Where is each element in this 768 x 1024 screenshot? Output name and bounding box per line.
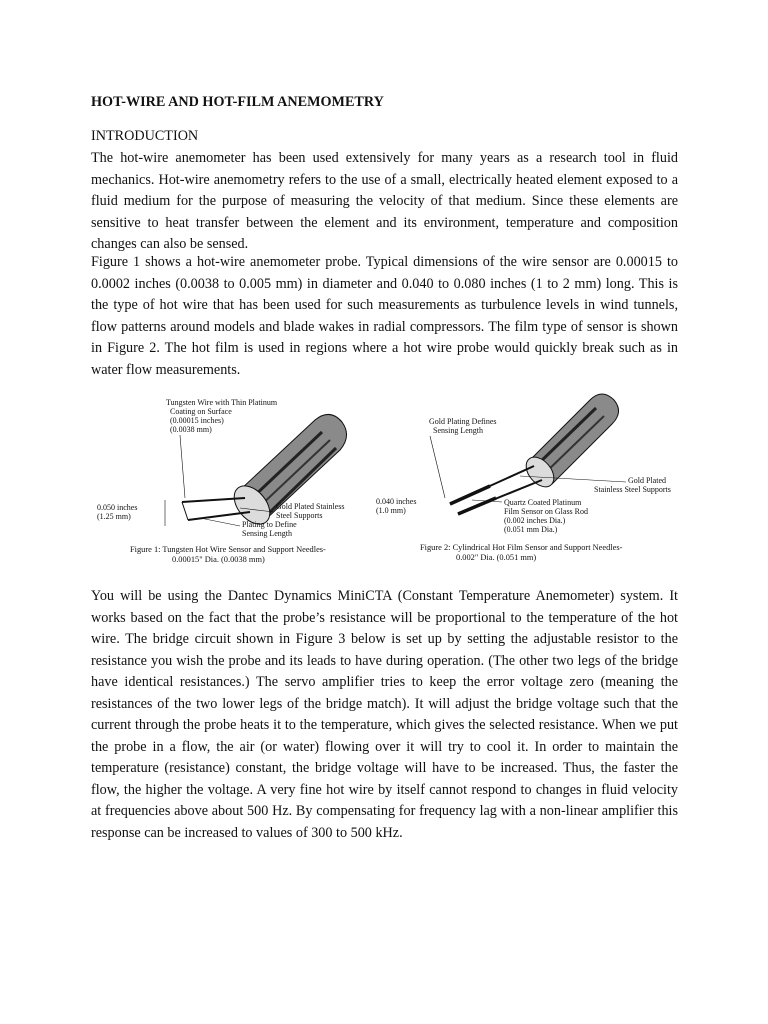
fig1-supports-label-2: Steel Supports xyxy=(276,511,323,520)
fig2-sensor-label-2: Film Sensor on Glass Rod xyxy=(504,507,589,516)
fig2-plating-label-1: Gold Plating Defines xyxy=(429,417,497,426)
fig2-sensor-label-4: (0.051 mm Dia.) xyxy=(504,525,558,534)
fig1-caption-1: Figure 1: Tungsten Hot Wire Sensor and Support Needles- xyxy=(130,545,326,554)
hot-film-probe-illustration xyxy=(450,394,619,514)
fig2-supports-label-1: Gold Plated xyxy=(628,476,666,485)
probe-figures xyxy=(90,380,690,580)
fig1-length-label-2: (1.25 mm) xyxy=(97,512,131,521)
fig1-wire-label-2: Coating on Surface xyxy=(170,407,232,416)
fig2-caption-1: Figure 2: Cylindrical Hot Film Sensor and Support Needles- xyxy=(420,543,623,552)
fig2-caption-2: 0.002" Dia. (0.051 mm) xyxy=(456,553,537,562)
fig2-length-label-1: 0.040 inches xyxy=(376,497,417,506)
fig2-supports-label-2: Stainless Steel Supports xyxy=(594,485,671,494)
fig1-wire-label-4: (0.0038 mm) xyxy=(170,425,212,434)
fig2-sensor-label-3: (0.002 inches Dia.) xyxy=(504,516,566,525)
paragraph-intro: The hot-wire anemometer has been used extensively for many years as a research tool in fluid mechanics. Hot-wire anemometry refers to the use of a small, electrically heated element exposed to a fluid medium for the purpose of measuring the velocity of that medium. Since these elements are sensitive to heat transfer between the element and its environment, temperature and composition changes can also be sensed. xyxy=(91,150,678,252)
fig1-length-label-1: 0.050 inches xyxy=(97,503,138,512)
section-heading: INTRODUCTION xyxy=(91,128,199,144)
fig2-plating-label-2: Sensing Length xyxy=(433,426,483,435)
fig1-wire-label-1: Tungsten Wire with Thin Platinum xyxy=(166,398,278,407)
fig1-wire-label-3: (0.00015 inches) xyxy=(170,416,224,425)
fig1-supports-label-1: Gold Plated Stainless xyxy=(276,502,345,511)
fig1-plating-label-1: Plating to Define xyxy=(242,520,297,529)
document-title: HOT-WIRE AND HOT-FILM ANEMOMETRY xyxy=(91,94,384,110)
fig2-sensor-label-1: Quartz Coated Platinum xyxy=(504,498,582,507)
paragraph-figure-description: Figure 1 shows a hot-wire anemometer probe. Typical dimensions of the wire sensor are 0.00015 to 0.0002 inches (0.0038 to 0.005 mm) in diameter and 0.040 to 0.080 inches (1 to 2 mm) long. This is the type of hot wire that has been used for such measurements as turbulence levels in wind tunnels, flow patterns around models and blade wakes in radial compressors. The film type of sensor is shown in Figure 2. The hot film is used in regions where a hot wire probe would quickly break such as in water flow measurements. xyxy=(91,254,678,378)
fig1-plating-label-2: Sensing Length xyxy=(242,529,292,538)
fig1-caption-2: 0.00015" Dia. (0.0038 mm) xyxy=(172,555,265,564)
paragraph-minicta: You will be using the Dantec Dynamics MiniCTA (Constant Temperature Anemometer) system. It works based on the fact that the probe’s resistance will be proportional to the temperature of the hot wire. The bridge circuit shown in Figure 3 below is set up by setting the adjustable resistor to the resistance you wish the probe and its leads to have during operation. (The other two legs of the bridge have identical resistances.) The servo amplifier tries to keep the error voltage zero (meaning the resistances of the two lower legs of the bridge match). It will adjust the bridge voltage such that the current through the probe heats it to the temperature, which gives the selected resistance. When we put the probe in a flow, the air (or water) flowing over it will try to cool it. In order to maintain the temperature (resistance) constant, the bridge voltage will have to be increased. Thus, the faster the flow, the higher the voltage. A very fine hot wire by itself cannot respond to changes in fluid velocity at frequencies above about 500 Hz. By compensating for frequency lag with a non-linear amplifier this response can be increased to values of 300 to 500 kHz. xyxy=(91,588,678,841)
fig2-length-label-2: (1.0 mm) xyxy=(376,506,406,515)
